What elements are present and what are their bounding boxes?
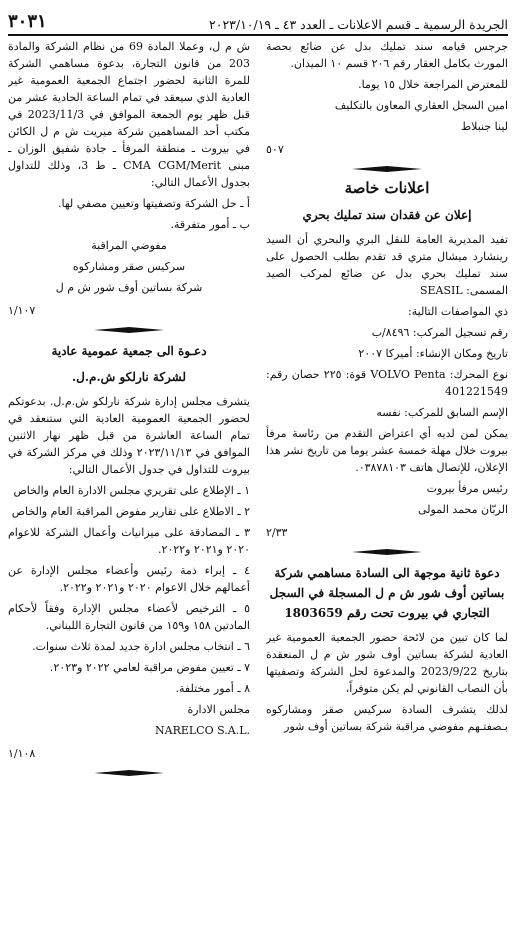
section-title: اعلانات خاصة bbox=[344, 179, 430, 197]
notice-subtitle: لشركة نارلكو ش.م.ل. bbox=[71, 370, 187, 384]
separator bbox=[8, 325, 250, 335]
header-title: الجريدة الرسمية ـ قسم الاعلانات ـ العدد ٤٣ ـ ٢٠٢٣/١٠/١٩ bbox=[209, 17, 508, 32]
signature-company: شركة بساتين أوف شور ش م ل bbox=[55, 281, 203, 294]
notice-title: دعوة ثانية موجهة الى السادة مساهمي شركة بساتين أوف شور ش م ل المسجلة في السجل التجاري في بيروت تحت رقم 1803659 bbox=[269, 566, 505, 620]
divider-ornament bbox=[352, 166, 422, 172]
reference-number: ١/١٠٧ bbox=[8, 304, 36, 317]
signature-title: رئيس مرفأ بيروت bbox=[426, 482, 508, 495]
notice-body: لذلك يتشرف السادة سركيس صقر ومشاركوه بـصفتـهم مفوضي مراقبة شركة بساتين أوف شور bbox=[266, 703, 508, 733]
agenda-item: ٨ ـ أمور مختلفة. bbox=[175, 682, 250, 695]
separator bbox=[266, 547, 508, 557]
separator bbox=[8, 768, 250, 778]
agenda-item: ٣ ـ المصادقة على ميزانيات وأعمال الشركة للاعوام ٢٠٢٠ و٢٠٢١ و٢٠٢٢. bbox=[8, 526, 250, 556]
agenda-item: ب ـ أمور متفرقة. bbox=[170, 218, 250, 231]
intro-text: جرجس قيامه سند تمليك بدل عن ضائع بحصة المورث بكامل العقار رقم ٢٠٦ قسم ١٠ الميدان. bbox=[266, 40, 508, 70]
agenda-item: ٤ ـ إبراء ذمة رئيس وأعضاء مجلس الإدارة عن أعمالهم خلال الاعوام ٢٠٢٠ و٢٠٢١ و٢٠٢٢. bbox=[8, 564, 250, 594]
agenda-item: ٦ ـ انتخاب مجلس ادارة جديد لمدة ثلاث سنوات. bbox=[32, 640, 250, 653]
columns bbox=[8, 38, 508, 934]
separator bbox=[266, 164, 508, 174]
agenda-item: ٢ ـ الاطلاع على تقارير مفوض المراقبة العام والخاص bbox=[11, 505, 250, 518]
agenda-item: ٧ ـ تعيين مفوض مراقبة لعامي ٢٠٢٢ و٢٠٢٣. bbox=[49, 661, 250, 674]
page-number: ٣٠٣١ bbox=[8, 11, 47, 32]
notice-title: دعـوة الى جمعية عمومية عادية bbox=[51, 344, 207, 358]
notice-body: يتشرف مجلس إدارة شركة نارلكو ش.م.ل. بدعوتكم لحضور الجمعية العمومية العادية التي ستنعقد في تمام الساعة العاشرة من قبل ظهر نهار الاثنين الموافق في ٢٠٢٣/١١/١٣ وذلك في مركز الشركة في بيروت للتداول في جدول الأعمال التالي: bbox=[8, 395, 250, 476]
right-column bbox=[266, 38, 508, 934]
agenda-item: ١ ـ الإطلاع على تقريري مجلس الادارة العام والخاص bbox=[13, 484, 250, 497]
signature-title: مفوضي المراقبة bbox=[91, 239, 167, 252]
specs-label: ذي المواصفات التالية: bbox=[408, 305, 508, 318]
spec-line: نوع المحرك: VOLVO Penta قوة: ٢٢٥ حصان رقم: 401221549 bbox=[266, 368, 508, 398]
left-column bbox=[8, 38, 250, 934]
reference-number: ٢/٣٣ bbox=[266, 526, 288, 539]
reference-number: ١/١٠٨ bbox=[8, 747, 36, 760]
agenda-item: أ ـ حل الشركة وتصفيتها وتعيين مصفي لها. bbox=[58, 197, 250, 210]
notice-body: ش م ل، وعملا المادة 69 من نظام الشركة والمادة 203 من قانون التجارة، بدعوة مساهمي الشركة للمرة الثانية لحضور اجتماع الجمعية العمومية غير العادية الذي سيعقد في تمام الساعة الحادية عشر من قبل ظهر يوم الجمعة الموافق في 2023/11/3 في مكتب أحد المساهمين شركة ميريت ش م ل الكائن في بيروت ـ منطقة المرفأ ـ جادة شفيق الوزان ـ مبنى CMA CGM/Merit ـ ط 3، وذلك للتداول بجدول الأعمال التالي: bbox=[8, 40, 250, 189]
notice-body: لما كان تبين من لائحة حضور الجمعية العمومية غير العادية لشركة بساتين أوف شور ش م ل المنعقدة بتاريخ 2023/9/22 والمدعوة لحل الشركة وتصفيتها بأن النصاب القانوني لم يكن متوفراً، bbox=[266, 631, 508, 695]
signature-title: امين السجل العقاري المعاون بالتكليف bbox=[334, 99, 508, 112]
divider-ornament bbox=[94, 770, 164, 776]
notice-title: إعلان عن فقدان سند تمليك بحري bbox=[302, 208, 472, 222]
signature-name: لينا جنبلاط bbox=[460, 120, 508, 133]
objection-text: للمعترض المراجعة خلال ١٥ يوما. bbox=[358, 78, 508, 91]
signature-company: NARELCO S.A.L. bbox=[155, 724, 250, 737]
signature-title: مجلس الادارة bbox=[187, 703, 250, 716]
reference-number: ٥٠٧ bbox=[266, 143, 284, 156]
spec-line: تاريخ ومكان الإنشاء: أميركا ٢٠٠٧ bbox=[358, 347, 508, 360]
divider-ornament bbox=[352, 549, 422, 555]
signature-name: الربّان محمد المولى bbox=[417, 503, 508, 516]
spec-line: رقم تسجيل المركب: ٨٤٩٦/ب bbox=[371, 326, 508, 339]
spec-line: الإسم السابق للمركب: نفسه bbox=[376, 406, 508, 419]
divider-ornament bbox=[94, 327, 164, 333]
signature-name: سركيس صقر ومشاركوه bbox=[72, 260, 186, 273]
notice-body: يمكن لمن لديه أي اعتراض التقدم من رئاسة مرفأ بيروت خلال مهلة خمسة عشر يوما من تاريخ نشر هذا الإعلان، للإتصال هاتف ٠٣٨٧٨١٠٣. bbox=[266, 427, 508, 474]
page-header bbox=[8, 6, 508, 36]
notice-body: تفيد المديرية العامة للنقل البري والبحري أن السيد رينشارد ميشال متري قد تقدم بطلب الحصول على سند تمليك بحري بدل عن ضائع لمركب الصيد المسمى: SEASIL bbox=[266, 233, 508, 297]
agenda-item: ٥ ـ الترخيص لأعضاء مجلس الإدارة وفقاً لأحكام المادتين ١٥٨ و١٥٩ من قانون التجارة اللبناني. bbox=[8, 602, 250, 632]
